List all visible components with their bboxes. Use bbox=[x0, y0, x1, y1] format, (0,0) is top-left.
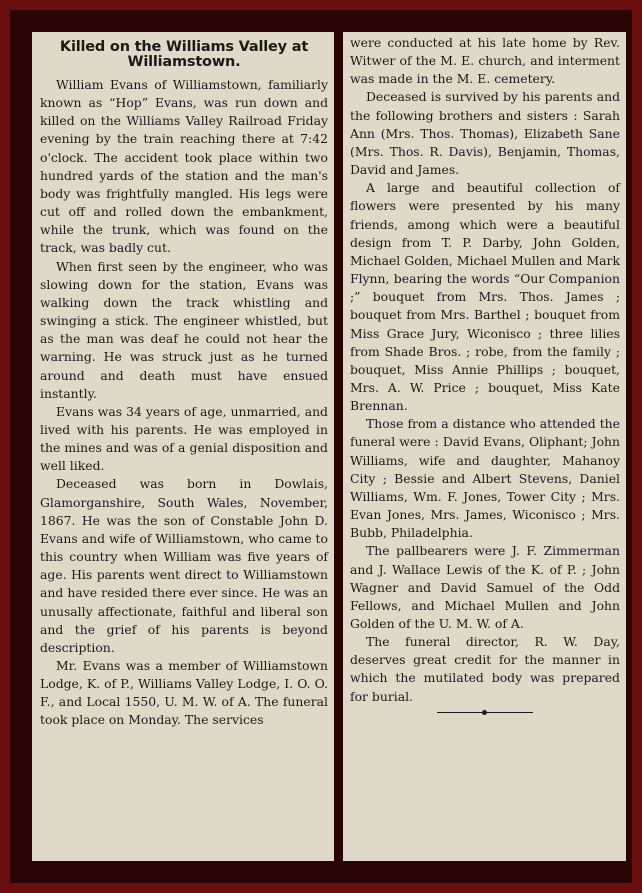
paragraph: Evans was 34 years of age, unmarried, and lived with his parents. He was employed in the mines and was of a genial disposition and well liked. bbox=[40, 403, 328, 474]
paragraph: Those from a distance who attended the funeral were : David Evans, Oliphant; John Williams, wife and daughter, Mahanoy City ; Bessie and Albert Stevens, Daniel Williams, Wm. F. Jones, Tower City ; Mrs. Evan Jones, Mrs. James, Wiconisco ; Mrs. Bubb, Philadelphia. bbox=[350, 416, 620, 541]
paragraph: The funeral director, R. W. Day, deserves great credit for the manner in which the mutilated body was prepared for burial. bbox=[350, 634, 620, 704]
paragraph: Deceased is survived by his parents and the following brothers and sisters : Sarah Ann (Mrs. Thos. Thomas), Elizabeth Sane (Mrs. Thos. R. Davis), Benjamin, Thomas, David and James. bbox=[350, 89, 620, 178]
paragraph: When first seen by the engineer, who was slowing down for the station, Evans was walking down the track whistling and swinging a stick. The engineer whistled, but as the man was deaf he could not hear the warning. He was struck just as he turned around and death must have ensued instantly. bbox=[40, 258, 328, 401]
paragraph: Deceased was born in Dowlais, Glamorganshire, South Wales, November, 1867. He was the son of Constable John D. Evans and wife of Williamstown, who came to this country when William was five years of age. His parents went direct to Williamstown and have resided there ever since. He was an unusally affectionate, faithful and liberal son and the grief of his parents is beyond description. bbox=[40, 476, 328, 655]
paragraph: A large and beautiful collection of flowers were presented by his many friends, among which were a beautiful design from T. P. Darby, John Golden, Michael Golden, Michael Mullen and Mark Flynn, bearing the words “Our Companion ;” bouquet from Mrs. Thos. James ; bouquet from Mrs. Barthel ; bouquet from Miss Grace Jury, Wiconisco ; three lilies from Shade Bros. ; robe, from the family ; bouquet, Miss Annie Phillips ; bouquet, Mrs. A. W. Price ; bouquet, Miss Kate Brennan. bbox=[350, 180, 620, 414]
paragraph-continued: were conducted at his late home by Rev. Witwer of the M. E. church, and interment was made in the M. E. cemetery. bbox=[350, 35, 620, 87]
clipping-right-column bbox=[343, 32, 626, 861]
paragraph: Mr. Evans was a member of Williamstown Lodge, K. of P., Williams Valley Lodge, I. O. O. F., and Local 1550, U. M. W. of A. The funeral took place on Monday. The services bbox=[40, 658, 328, 728]
paragraph: William Evans of Williamstown, familiarly known as “Hop” Evans, was run down and killed on the Williams Valley Railroad Friday evening by the train reaching there at 7:42 o'clock. The accident took place within two hundred yards of the station and the man's body was frightfully mangled. His legs were cut off and rolled down the embankment, while the trunk, which was found on the track, was badly cut. bbox=[40, 77, 328, 256]
page-frame bbox=[10, 10, 632, 883]
clipping-left-column bbox=[32, 32, 334, 861]
paragraph: The pallbearers were J. F. Zimmerman and J. Wallace Lewis of the K. of P. ; John Wagner and David Samuel of the Odd Fellows, and Michael Mullen and John Golden of the U. M. W. of A. bbox=[350, 543, 620, 631]
end-rule bbox=[437, 712, 533, 713]
headline: Killed on the Williams Valley at Williamstown. bbox=[59, 39, 309, 70]
